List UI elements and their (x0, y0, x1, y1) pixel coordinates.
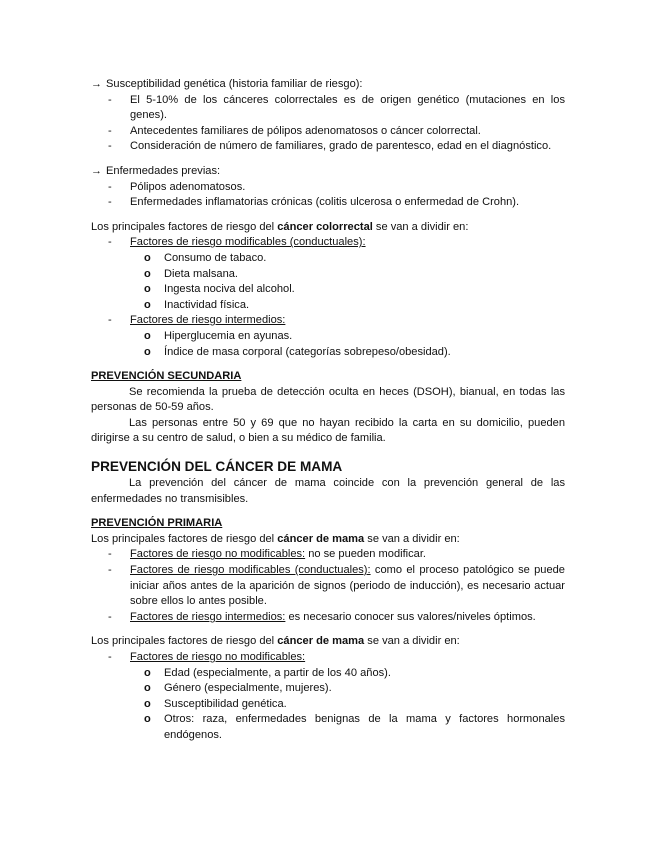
list-item: o Susceptibilidad genética. (91, 697, 565, 713)
list-item (91, 650, 565, 666)
genetic-heading (91, 77, 565, 93)
list-item: - Factores de riesgo intermedios: es necesario conocer sus valores/niveles óptimos. (91, 610, 565, 626)
dash-bullet-icon: - (108, 93, 112, 106)
previous-heading (91, 164, 565, 180)
previous-heading-text: Enfermedades previas: (106, 164, 221, 177)
breast-intro: La prevención del cáncer de mama coincide con la prevención general de las enfermedades no transmisibles. (91, 477, 565, 505)
dash-bullet-icon: - (108, 196, 112, 209)
dash-bullet-icon: - (108, 124, 112, 137)
dash-bullet-icon: - (108, 236, 112, 249)
breast-heading: PREVENCIÓN DEL CÁNCER DE MAMA (91, 459, 343, 475)
list-item: - Factores de riesgo no modificables: no se pueden modificar. (91, 547, 565, 563)
breast-factors-intro: Los principales factores de riesgo del cáncer de mama se van a dividir en: (91, 532, 460, 545)
modifiable-sublist (91, 251, 565, 313)
breast-factor-list (91, 547, 565, 625)
list-item: o Otros: raza, enfermedades benignas de la mama y factores hormonales endógenos. (144, 713, 565, 741)
breast-factors-intro-2: Los principales factores de riesgo del cáncer de mama se van a dividir en: (91, 635, 460, 648)
arrow-right-icon: → (91, 78, 102, 90)
secondary-heading: PREVENCIÓN SECUNDARIA (91, 370, 242, 383)
circle-bullet-icon: o (144, 345, 151, 358)
dash-bullet-icon: - (108, 140, 112, 153)
previous-list (91, 180, 565, 211)
list-item: - Antecedentes familiares de pólipos adenomatosos o cáncer colorrectal. (91, 124, 565, 140)
dash-bullet-icon: - (108, 564, 112, 577)
list-item: o Ingesta nociva del alcohol. (91, 282, 565, 298)
list-item (91, 235, 565, 251)
nonmod-sublist (91, 666, 565, 744)
colorectal-intro: Los principales factores de riesgo del cáncer colorrectal se van a dividir en: (91, 220, 469, 233)
dash-bullet-icon: - (108, 314, 112, 327)
intermediate-label: Factores de riesgo intermedios: (130, 314, 286, 327)
circle-bullet-icon: o (144, 682, 151, 695)
circle-bullet-icon: o (144, 697, 151, 710)
list-item: o Consumo de tabaco. (91, 251, 565, 267)
list-item: - Consideración de número de familiares, grado de parentesco, edad en el diagnóstico. (91, 139, 565, 155)
colorectal-factor-list (91, 235, 565, 251)
list-item: o Hiperglucemia en ayunas. (91, 329, 565, 345)
dash-bullet-icon: - (108, 548, 112, 561)
dash-bullet-icon: - (108, 651, 112, 663)
secondary-paragraph-2: Las personas entre 50 y 69 que no hayan recibido la carta en su domicilio, pueden dirigirse a su centro de salud, o bien a su médico de familia. (91, 416, 565, 445)
circle-bullet-icon: o (144, 329, 151, 342)
modifiable-label: Factores de riesgo modificables (conductuales): (130, 236, 366, 249)
list-item: - Factores de riesgo modificables (conductuales): como el proceso patológico se puede iniciar años antes de la aparición de signos (periodo de inducción), es necesario actuar sobre ellos lo antes posible. (108, 564, 565, 608)
dash-bullet-icon: - (108, 180, 112, 193)
list-item: o Inactividad física. (91, 298, 565, 314)
circle-bullet-icon: o (144, 251, 151, 264)
circle-bullet-icon: o (144, 267, 151, 280)
list-item: - El 5-10% de los cánceres colorrectales es de origen genético (mutaciones en los genes). (108, 93, 565, 122)
genetic-list (91, 93, 565, 155)
circle-bullet-icon: o (144, 713, 151, 726)
circle-bullet-icon: o (144, 283, 151, 296)
intermediate-sublist (91, 329, 565, 360)
breast-nonmod-list (91, 650, 565, 666)
arrow-right-icon: → (91, 164, 102, 177)
colorectal-factor-list-2 (91, 313, 565, 329)
list-item: o Índice de masa corporal (categorías sobrepeso/obesidad). (91, 345, 565, 361)
circle-bullet-icon: o (144, 298, 151, 311)
nonmod-label: Factores de riesgo no modificables: (130, 651, 306, 663)
list-item: o Dieta malsana. (91, 267, 565, 283)
list-item: o Edad (especialmente, a partir de los 40 años). (91, 666, 565, 682)
secondary-paragraph-1: Se recomienda la prueba de detección oculta en heces (DSOH), bianual, en todas las personas de 50-59 años. (91, 385, 565, 414)
genetic-heading-text: Susceptibilidad genética (historia familiar de riesgo): (106, 78, 363, 90)
list-item: o Género (especialmente, mujeres). (91, 681, 565, 697)
dash-bullet-icon: - (108, 610, 112, 623)
list-item: - Pólipos adenomatosos. (91, 180, 565, 196)
circle-bullet-icon: o (144, 666, 151, 679)
primary-heading: PREVENCIÓN PRIMARIA (91, 517, 223, 530)
document-content (91, 77, 565, 744)
list-item (91, 313, 565, 329)
list-item: - Enfermedades inflamatorias crónicas (colitis ulcerosa o enfermedad de Crohn). (91, 195, 565, 211)
